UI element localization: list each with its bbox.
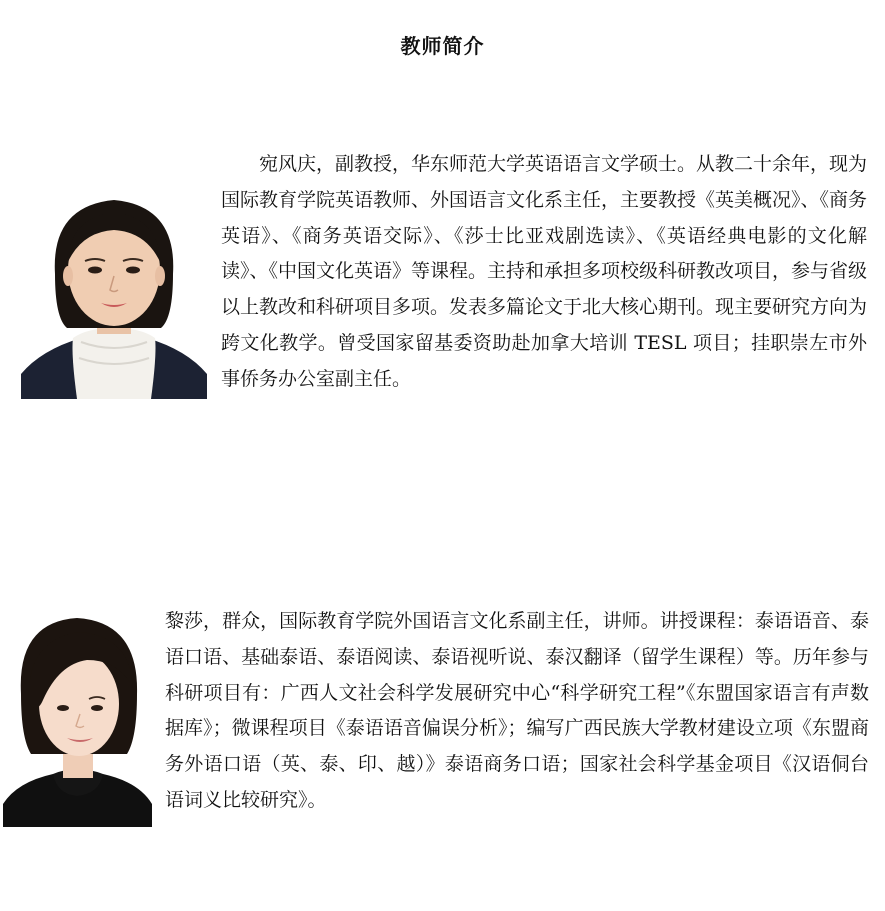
page-title: 教师简介 (400, 34, 485, 58)
teacher-2-bio: 黎莎，群众，国际教育学院外国语言文化系副主任，讲师。讲授课程：泰语语音、泰语口语、基础泰语、泰语阅读、泰语视听说、泰汉翻译（留学生课程）等。历年参与科研项目有：广西人文社会科学发展研究中心“科学研究工程”《东盟国家语言有声数据库》；微课程项目《泰语语音偏误分析》；编写广西民族大学教材建设立项《东盟商务外语口语（英、泰、印、越）》泰语商务口语；国家社会科学基金项目《汉语侗台语词义比较研究》。 (165, 610, 869, 811)
portrait-woman-white-turtleneck-icon (21, 178, 207, 399)
teacher-1-photo (21, 178, 207, 399)
teacher-1-bio: 宛风庆，副教授，华东师范大学英语语言文学硕士。从教二十余年，现为国际教育学院英语教师、外国语言文化系主任，主要教授《英美概况》、《商务英语》、《商务英语交际》、《莎士比亚戏剧选读》、《英语经典电影的文化解读》、《中国文化英语》等课程。主持和承担多项校级科研教改项目，参与省级以上教改和科研项目多项。发表多篇论文于北大核心期刊。现主要研究方向为跨文化教学。曾受国家留基委资助赴加拿大培训 TESL 项目；挂职崇左市外事侨务办公室副主任。 (221, 153, 868, 390)
portrait-woman-black-sweater-icon (3, 604, 152, 827)
teacher-2-photo (3, 604, 152, 827)
